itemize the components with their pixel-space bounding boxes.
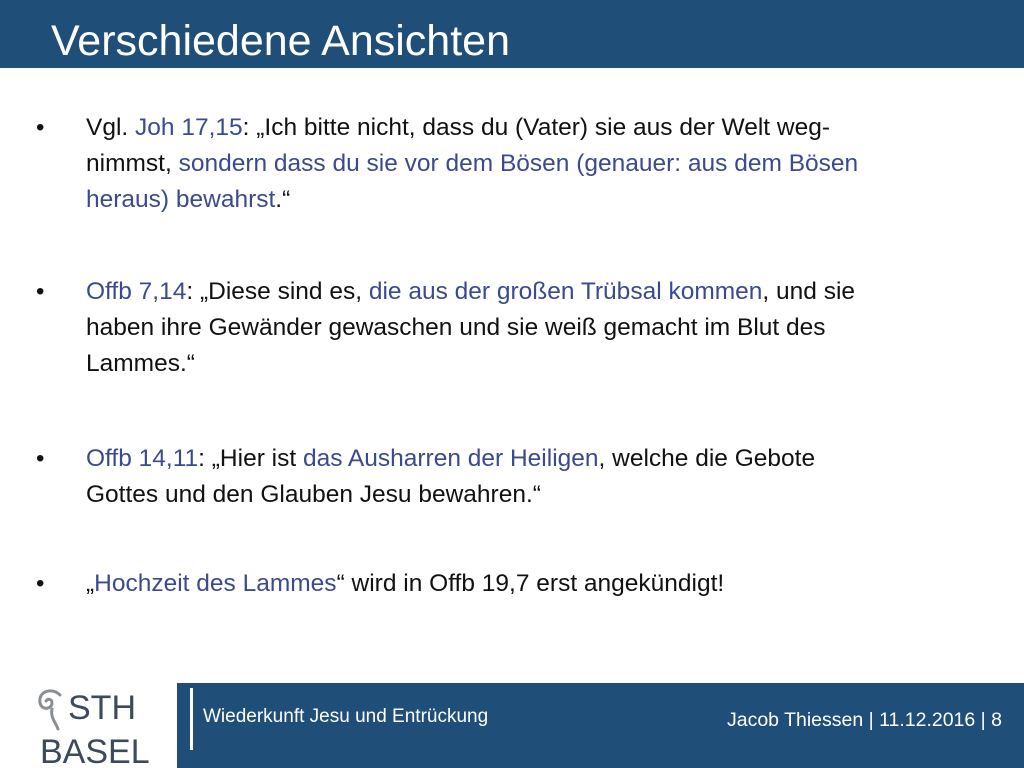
highlighted-text-run: Offb 14,11: [86, 445, 199, 472]
text-run: : „Diese sind es,: [186, 278, 369, 305]
text-run: Lammes.“: [86, 350, 195, 377]
text-run: Vgl.: [86, 114, 136, 141]
text-line: [86, 310, 986, 346]
bullet-marker: •: [36, 278, 45, 305]
footer-author-date-page: Jacob Thiessen | 11.12.2016 | 8: [726, 709, 1002, 731]
text-run: : „Ich bitte nicht, dass du (Vater) sie aus der Welt weg-: [242, 114, 830, 141]
text-line: [86, 566, 986, 602]
bullet-text: [86, 110, 986, 218]
slide-title: Verschiedene Ansichten: [51, 17, 510, 65]
bullet-marker: •: [36, 114, 45, 141]
text-run: , und sie: [762, 278, 856, 305]
text-run: .“: [275, 186, 291, 213]
bullet-text: [86, 274, 986, 382]
text-run: Gottes und den Glauben Jesu bewahren.“: [86, 481, 541, 508]
text-run: haben ihre Gewänder gewaschen und sie weiß gemacht im Blut des: [86, 314, 826, 341]
highlighted-text-run: die aus der großen Trübsal kommen: [368, 278, 763, 305]
footer-topic: Wiederkunft Jesu und Entrückung: [203, 706, 489, 727]
bullet-marker: •: [36, 570, 45, 597]
logo-text-bottom: BASEL: [40, 733, 150, 768]
text-run: : „Hier ist: [198, 445, 303, 472]
shepherd-crook-icon: [40, 691, 60, 729]
logo: [0, 683, 177, 768]
text-line: [86, 182, 986, 218]
highlighted-text-run: das Ausharren der Heiligen: [302, 445, 599, 472]
footer-divider: [190, 688, 193, 750]
highlighted-text-run: Offb 7,14: [86, 278, 187, 305]
text-line: [86, 441, 986, 477]
bullet-text: [86, 441, 986, 513]
highlighted-text-run: Hochzeit des Lammes: [94, 570, 337, 597]
highlighted-text-run: sondern dass du sie vor dem Bösen (genauer: aus dem Bösen: [178, 150, 859, 177]
text-line: [86, 274, 986, 310]
highlighted-text-run: Joh 17,15: [135, 114, 243, 141]
text-run: nimmst,: [86, 150, 179, 177]
text-run: , welche die Gebote: [598, 445, 816, 472]
text-line: [86, 146, 986, 182]
sth-basel-logo: [0, 683, 177, 768]
logo-text-top: STH: [68, 689, 136, 727]
highlighted-text-run: heraus) bewahrst: [86, 186, 276, 213]
bullet-text: [86, 566, 986, 602]
text-line: [86, 477, 986, 513]
text-run: “ wird in Offb 19,7 erst angekündigt!: [336, 570, 725, 597]
text-run: „: [86, 570, 95, 597]
text-line: [86, 346, 986, 382]
bullet-marker: •: [36, 445, 45, 472]
text-line: [86, 110, 986, 146]
